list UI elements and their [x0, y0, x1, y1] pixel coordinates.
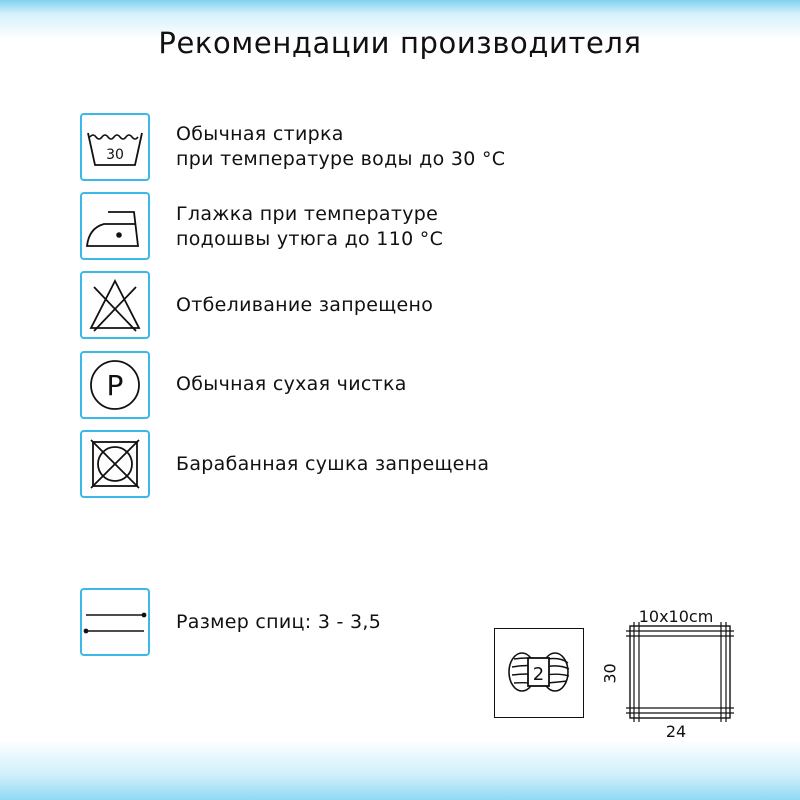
- care-line: подошвы утюга до 110 °C: [176, 228, 444, 250]
- gauge-size-label: 10x10cm: [638, 607, 714, 626]
- care-line: при температуре воды до 30 °C: [176, 148, 506, 170]
- knitting-needles-icon: [82, 590, 148, 654]
- gauge-swatch-icon: [610, 600, 740, 730]
- iron-icon-box: [80, 192, 150, 260]
- yarn-weight-box: [494, 628, 584, 718]
- care-line: Глажка при температуре: [176, 203, 439, 225]
- care-line: Отбеливание запрещено: [176, 294, 434, 316]
- dry-clean-icon-box: [80, 351, 150, 419]
- gauge-rows-label: 30: [600, 663, 620, 684]
- wash-30-icon-box: [80, 113, 150, 181]
- care-item-wash: [176, 122, 505, 172]
- needles-icon-box: [80, 588, 150, 656]
- no-bleach-icon: [82, 273, 148, 337]
- page-title: Рекомендации производителя: [158, 26, 642, 60]
- no-bleach-icon-box: [80, 271, 150, 339]
- yarn-weight-icon: [495, 629, 582, 716]
- care-line: Барабанная сушка запрещена: [176, 453, 490, 475]
- no-tumble-dry-icon: [82, 432, 148, 496]
- care-line: Обычная сухая чистка: [176, 373, 407, 395]
- needle-size-label: Размер спиц: 3 - 3,5: [176, 611, 382, 633]
- care-item-tumble: [176, 452, 489, 477]
- dry-clean-letter: P: [106, 369, 124, 402]
- care-line: Обычная стирка: [176, 123, 344, 145]
- wash-30-icon: [82, 115, 148, 179]
- care-item-dryclean: [176, 372, 407, 397]
- dry-clean-p-icon: [82, 353, 148, 417]
- care-item-bleach: [176, 293, 433, 318]
- wash-temp-label: 30: [106, 147, 124, 163]
- care-item-iron: [176, 202, 443, 252]
- iron-one-dot-icon: [82, 194, 148, 258]
- no-tumble-dry-icon-box: [80, 430, 150, 498]
- gauge-stitches-label: 24: [665, 722, 687, 741]
- yarn-weight-value: 2: [532, 664, 545, 685]
